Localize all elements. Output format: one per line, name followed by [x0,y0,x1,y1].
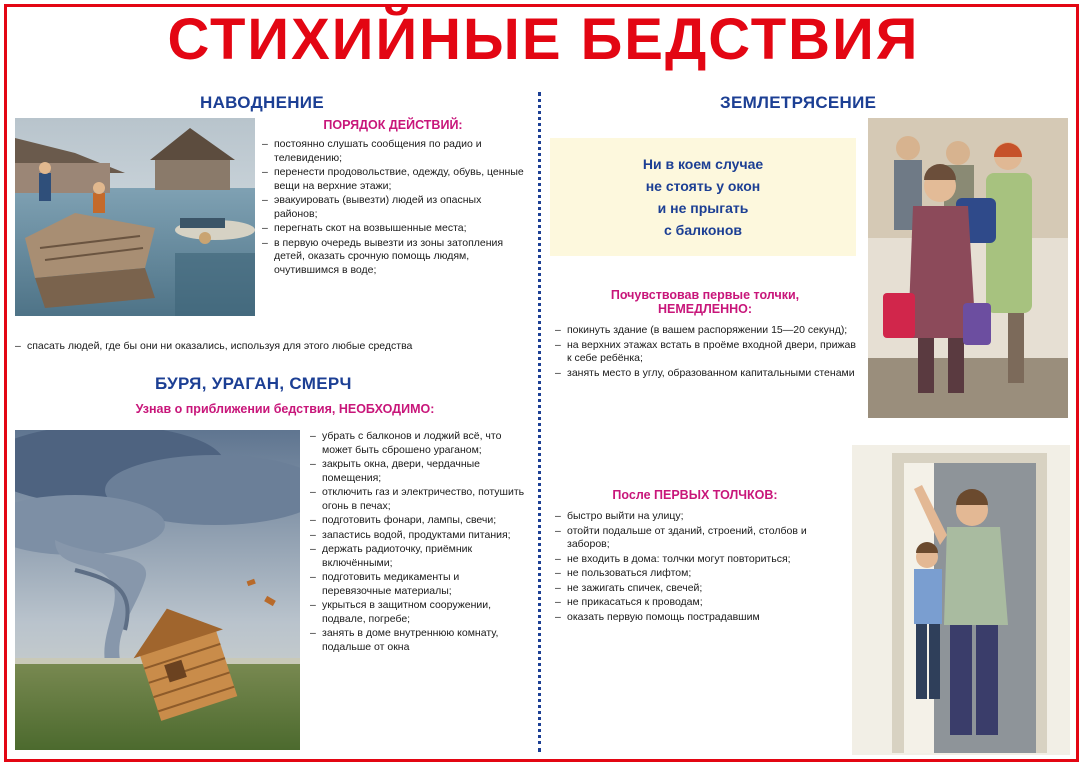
list-item: – не пользоваться лифтом; [555,567,840,581]
list-item: – занять в доме внутреннюю комнату, подальше от окна [310,627,525,654]
list-item: – быстро выйти на улицу; [555,510,840,524]
list-item: – отойти подальше от зданий, строений, столбов и заборов; [555,525,840,552]
list-item: – подготовить фонари, лампы, свечи; [310,514,525,528]
list-item: – убрать с балконов и лоджий всё, что может быть сброшено ураганом; [310,430,525,457]
after-shocks-list [555,510,840,625]
flood-extra-list [15,340,525,355]
after-shocks-subheading [555,488,835,502]
list-item: – в первую очередь вывезти из зоны затопления детей, оказать срочную помощь людям, очутившимся в воде; [262,237,524,278]
list-item: – не прикасаться к проводам; [555,596,840,610]
earthquake-warning-text: Ни в коем случае не стоять у окон и не прыгать с балконов [642,156,764,238]
list-item: – эвакуировать (вывезти) людей из опасных районов; [262,194,524,221]
tornado-illustration [15,430,300,750]
doorway-illustration [852,445,1070,755]
list-item: – укрыться в защитном сооружении, подвале, погребе; [310,599,525,626]
list-item: – держать радиоточку, приёмник включёнными; [310,543,525,570]
column-divider [538,92,541,752]
evacuation-illustration [868,118,1068,418]
poster-title: СТИХИЙНЫЕ БЕДСТВИЯ [167,7,920,72]
first-shocks-subheading-prefix: Почувствовав первые толчки, [610,288,800,302]
storm-subheading-prefix: Узнав о приближении бедствия, [135,402,339,416]
list-item: – запастись водой, продуктами питания; [310,529,525,543]
list-item: – отключить газ и электричество, потушить огонь в печах; [310,486,525,513]
flood-subheading: ПОРЯДОК ДЕЙСТВИЙ: [323,118,463,132]
list-item: – перенести продовольствие, одежду, обувь, ценные вещи на верхние этажи; [262,166,524,193]
storm-subheading-emphasis: НЕОБХОДИМО: [338,402,435,416]
list-item: – подготовить медикаменты и перевязочные материалы; [310,571,525,598]
list-item: – не зажигать спичек, свечей; [555,582,840,596]
list-item: – спасать людей, где бы они ни оказались, используя для этого любые средства [15,340,525,354]
list-item: – перегнать скот на возвышенные места; [262,222,524,236]
list-item: – оказать первую помощь пострадавшим [555,611,840,625]
list-item: – закрыть окна, двери, чердачные помещения; [310,458,525,485]
first-shocks-list [555,324,860,381]
list-item: – не входить в дома: толчки могут повториться; [555,553,840,567]
first-shocks-subheading-emphasis: НЕМЕДЛЕННО: [657,302,753,316]
list-item: – занять место в углу, образованном капитальными стенами [555,367,860,381]
flood-heading: НАВОДНЕНИЕ [200,93,324,112]
storm-actions-list [310,430,525,655]
flood-illustration [15,118,255,316]
after-shocks-subheading-prefix: После [612,488,655,502]
first-shocks-subheading [555,288,855,316]
flood-actions-list [262,138,524,278]
list-item: – покинуть здание (в вашем распоряжении 15—20 секунд); [555,324,860,338]
storm-heading: БУРЯ, УРАГАН, СМЕРЧ [155,374,352,393]
list-item: – постоянно слушать сообщения по радио и телевидению; [262,138,524,165]
earthquake-heading: ЗЕМЛЕТРЯСЕНИЕ [720,93,877,112]
after-shocks-subheading-emphasis: ПЕРВЫХ ТОЛЧКОВ: [654,488,778,502]
list-item: – на верхних этажах встать в проёме входной двери, прижав к себе ребёнка; [555,339,860,366]
earthquake-warning-box [550,138,856,256]
storm-subheading [75,402,495,416]
